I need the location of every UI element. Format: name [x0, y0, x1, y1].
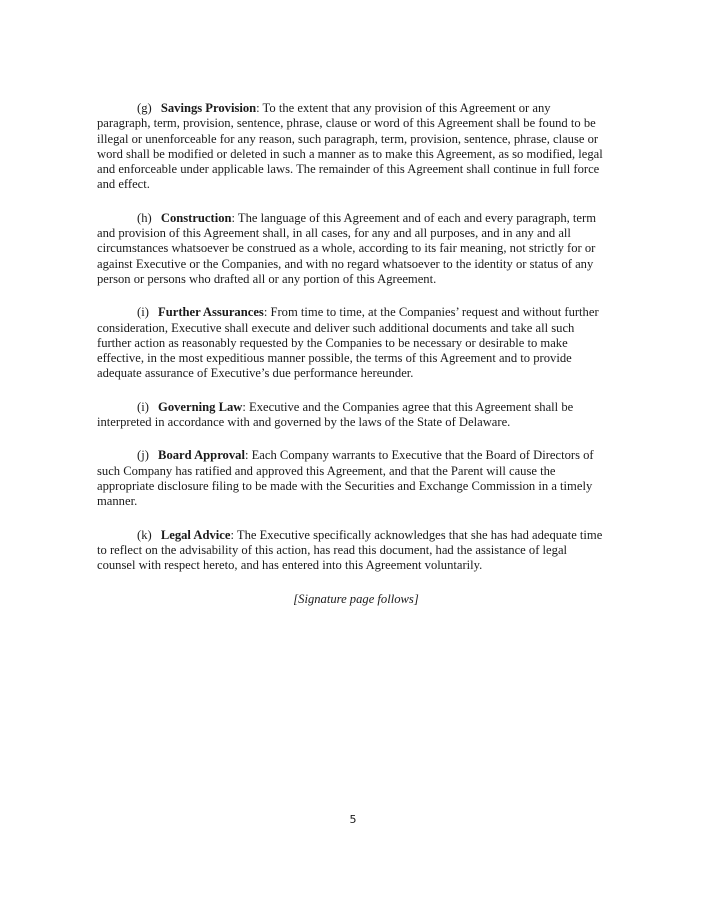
signature-page-note: [Signature page follows]: [293, 592, 419, 606]
section-further-assurances: [97, 305, 607, 381]
section-heading: Savings Provision: [160, 101, 257, 115]
section-governing-law: [97, 400, 607, 431]
section-label: (h): [137, 210, 152, 225]
section-text: : Executive and the Companies agree that this Agreement shall be interpreted in accordance with and governed by the laws of the State of Delaware.: [97, 399, 574, 430]
section-text: : The Executive specifically acknowledges that she has had adequate time to reflect on the advisability of this action, has read this document, had the assistance of legal counsel with respect hereto, and has entered into this Agreement voluntarily.: [97, 527, 603, 573]
section-heading: Construction: [160, 210, 232, 225]
section-savings-provision: [97, 101, 607, 193]
section-label: (i): [137, 399, 149, 414]
section-heading: Legal Advice: [160, 527, 231, 542]
section-construction: [97, 211, 607, 287]
document-body: [97, 101, 607, 591]
section-label: (j): [137, 448, 149, 463]
section-legal-advice: [97, 528, 607, 574]
section-text: : To the extent that any provision of this Agreement or any paragraph, term, provision, sentence, phrase, clause or word of this Agreement shall be found to be illegal or unenforceable for any reason, such paragraph, term, provision, sentence, phrase, clause or word shall be modified or deleted in such a manner as to make this Agreement, as so modified, legal and enforceable under applicable laws. The remainder of this Agreement shall continue in full force and effect.: [97, 101, 603, 192]
section-board-approval: [97, 448, 607, 509]
section-label: (i): [137, 305, 149, 320]
section-label: (k): [137, 527, 152, 542]
section-heading: Further Assurances: [158, 305, 264, 320]
section-text: : From time to time, at the Companies’ request and without further consideration, Executive shall execute and deliver such additional documents and take all such further action as reasonably requested by the Companies to be necessary or desirable to make effective, in the most expeditious manner possible, the terms of this Agreement and to provide adequate assurance of Executive’s due performance hereunder.: [97, 305, 599, 381]
section-text: : The language of this Agreement and of each and every paragraph, term and provision of this Agreement shall, in all cases, for any and all purposes, and in any and all circumstances whatsoever be construed as a whole, according to its fair meaning, not strictly for or against Executive or the Companies, and with no regard whatsoever to the identity or status of any person or persons who drafted all or any portion of this Agreement.: [97, 210, 597, 286]
section-text: : Each Company warrants to Executive that the Board of Directors of such Company has ratified and approved this Agreement, and that the Parent will cause the appropriate disclosure filing to be made with the Securities and Exchange Commission in a timely manner.: [97, 448, 594, 509]
section-label: (g): [137, 101, 152, 115]
page-number: 5: [349, 813, 357, 826]
section-heading: Board Approval: [158, 448, 245, 463]
section-heading: Governing Law: [158, 399, 243, 414]
